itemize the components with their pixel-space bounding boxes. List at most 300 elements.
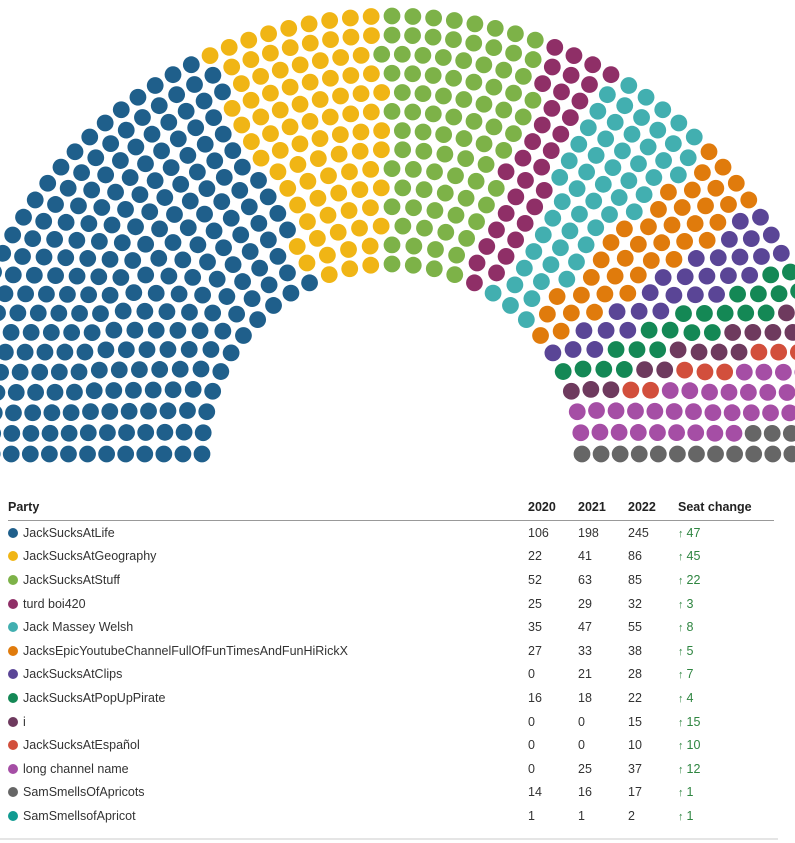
- seat-jacksucksatgeography: [270, 163, 287, 180]
- seat-samsmellsofapricots: [688, 446, 705, 463]
- seat-jacksucksatlife: [196, 93, 213, 110]
- seat-jacksucksatespa-ol: [676, 362, 693, 379]
- seats-2020: 14: [528, 785, 542, 800]
- seat-jacksucksatlife: [225, 256, 242, 273]
- seat-jack-massey-welsh: [686, 129, 703, 146]
- seat-jacksucksatlife: [165, 381, 182, 398]
- seat-jacksucksatgeography: [321, 266, 338, 283]
- seat-jacksucksatlife: [87, 149, 104, 166]
- seat-jacksucksatgeography: [302, 113, 319, 130]
- seat-jacksepicyoutubechannelfulloffuntimesandfunhirickx: [694, 164, 711, 181]
- seat-jacksucksatstuff: [507, 25, 524, 42]
- seat-jacksucksatgeography: [332, 88, 349, 105]
- seat-change-cell: [678, 568, 774, 592]
- seat-jacksucksatlife: [30, 305, 47, 322]
- seat-i: [744, 324, 761, 341]
- table-row: [8, 804, 774, 828]
- seat-jacksucksatlife: [279, 222, 296, 239]
- seat-jack-massey-welsh: [611, 189, 628, 206]
- seat-jacksucksatgeography: [252, 109, 269, 126]
- seat-jacksucksatlife: [68, 232, 85, 249]
- seat-jack-massey-welsh: [620, 172, 637, 189]
- seat-long-channel-name: [781, 405, 795, 422]
- seat-jacksucksatstuff: [487, 20, 504, 37]
- seat-jacksucksatlife: [4, 227, 21, 244]
- seat-jacksucksatlife: [70, 197, 87, 214]
- seats-2022: 38: [628, 643, 642, 658]
- seat-jacksucksatstuff: [416, 220, 433, 237]
- seat-jacksucksatlife: [127, 139, 144, 156]
- seat-jacksucksatlife: [224, 142, 241, 159]
- seat-jacksucksatgeography: [352, 181, 369, 198]
- seats-2022: 245: [628, 525, 649, 540]
- party-cell: [8, 521, 528, 545]
- seat-jacksucksatgeography: [290, 156, 307, 173]
- seat-jacksucksatstuff: [394, 141, 411, 158]
- seat-jacksucksatlife: [71, 364, 88, 381]
- seat-jacksucksatlife: [17, 285, 34, 302]
- party-cell: [8, 686, 528, 710]
- seat-jacksucksatclips: [732, 213, 749, 230]
- seat-turd-boi420: [584, 56, 601, 73]
- seat-jacksucksatlife: [241, 198, 258, 215]
- seat-turd-boi420: [507, 232, 524, 249]
- seat-turd-boi420: [498, 248, 515, 265]
- seat-jacksucksatlife: [71, 305, 88, 322]
- seat-jacksepicyoutubechannelfulloffuntimesandfunhirickx: [619, 285, 636, 302]
- seat-jacksepicyoutubechannelfulloffuntimesandfunhirickx: [699, 232, 716, 249]
- table-row: [8, 733, 774, 757]
- seat-jacksucksatstuff: [425, 10, 442, 27]
- seat-jacksucksatlife: [160, 402, 177, 419]
- seats-2021: 63: [578, 572, 592, 587]
- seats-2022: 55: [628, 620, 642, 635]
- seat-jacksucksatlife: [194, 287, 211, 304]
- seat-long-channel-name: [762, 404, 779, 421]
- seat-jacksucksatlife: [42, 425, 59, 442]
- seat-jacksucksatgeography: [282, 79, 299, 96]
- seat-jacksucksatlife: [3, 446, 20, 463]
- seat-jack-massey-welsh: [568, 254, 585, 271]
- table-row: [8, 592, 774, 616]
- seat-jacksucksatlife: [63, 324, 80, 341]
- seat-jacksucksatstuff: [466, 113, 483, 130]
- seat-jacksucksatgeography: [243, 133, 260, 150]
- seat-jacksucksatlife: [47, 196, 64, 213]
- seats-2022: 37: [628, 761, 642, 776]
- seats-2021: 198: [578, 525, 599, 540]
- seat-i: [636, 361, 653, 378]
- seat-jacksucksatgeography: [342, 105, 359, 122]
- seats-2021: 21: [578, 667, 592, 682]
- seat-turd-boi420: [572, 93, 589, 110]
- seat-jacksucksatlife: [57, 344, 74, 361]
- seat-jacksucksatlife: [174, 252, 191, 269]
- seat-turd-boi420: [552, 126, 569, 143]
- seat-change-value: 5: [686, 643, 694, 658]
- seat-jack-massey-welsh: [597, 130, 614, 147]
- seat-jacksucksatstuff: [404, 65, 421, 82]
- seat-jacksucksatstuff: [384, 160, 401, 177]
- seat-jacksucksatlife: [223, 210, 240, 227]
- seats-2022: 15: [628, 714, 642, 729]
- seat-jacksucksatstuff: [445, 31, 462, 48]
- seat-jacksucksatlife: [137, 155, 154, 172]
- seat-jack-massey-welsh: [578, 164, 595, 181]
- seat-jacksucksatlife: [50, 305, 67, 322]
- seat-jacksucksatlife: [58, 214, 75, 231]
- seat-jacksucksatlife: [5, 267, 22, 284]
- seat-i: [711, 344, 728, 361]
- party-color-dot: [8, 551, 18, 561]
- seat-jacksucksatpopuppirate: [758, 305, 775, 322]
- seat-jacksucksatgeography: [221, 39, 238, 56]
- arrow-up-icon: ↑: [678, 598, 684, 611]
- seat-jacksucksatlife: [80, 286, 97, 303]
- seat-change-value: 7: [686, 667, 694, 682]
- seat-jacksucksatlife: [0, 446, 1, 463]
- seat-jacksucksatclips: [652, 303, 669, 320]
- seat-jacksucksatgeography: [262, 85, 279, 102]
- seat-jacksucksatstuff: [495, 62, 512, 79]
- seat-jacksucksatlife: [35, 213, 52, 230]
- seat-jacksucksatstuff: [384, 198, 401, 215]
- seat-jacksucksatlife: [9, 305, 26, 322]
- table-row: [8, 710, 774, 734]
- seat-long-channel-name: [736, 364, 753, 381]
- seat-jacksucksatlife: [0, 364, 9, 381]
- seat-i: [724, 324, 741, 341]
- seat-turd-boi420: [546, 39, 563, 56]
- seat-jacksucksatlife: [137, 236, 154, 253]
- seat-jacksucksatstuff: [468, 213, 485, 230]
- seat-jacksucksatstuff: [495, 142, 512, 159]
- seat-change-cell: [678, 592, 774, 616]
- seats-2020: 25: [528, 596, 542, 611]
- seat-jacksucksatclips: [642, 284, 659, 301]
- seat-jacksucksatlife: [0, 304, 6, 321]
- seat-jacksucksatlife: [57, 249, 74, 266]
- arrow-up-icon: ↑: [678, 740, 684, 753]
- seat-jacksucksatlife: [0, 264, 2, 281]
- seat-jacksucksatlife: [112, 152, 129, 169]
- header-seat-change: Seat change: [678, 494, 774, 521]
- seat-long-channel-name: [662, 382, 679, 399]
- seat-jacksucksatlife: [91, 362, 108, 379]
- seat-turd-boi420: [534, 117, 551, 134]
- seat-jacksucksatgeography: [362, 257, 379, 274]
- seat-jacksucksatlife: [137, 267, 154, 284]
- seat-jacksucksatstuff: [405, 238, 422, 255]
- seat-jack-massey-welsh: [620, 77, 637, 94]
- seat-jacksucksatstuff: [394, 84, 411, 101]
- seat-turd-boi420: [553, 83, 570, 100]
- seat-jacksucksatgeography: [272, 142, 289, 159]
- seat-turd-boi420: [498, 205, 515, 222]
- seat-jack-massey-welsh: [589, 103, 606, 120]
- seat-jacksucksatlife: [43, 404, 60, 421]
- seat-jacksepicyoutubechannelfulloffuntimesandfunhirickx: [650, 201, 667, 218]
- seat-jacksucksatlife: [104, 217, 121, 234]
- seat-samsmellsofapricots: [745, 446, 762, 463]
- seat-jacksucksatespa-ol: [790, 344, 795, 361]
- seat-long-channel-name: [759, 384, 776, 401]
- seat-jacksucksatclips: [655, 269, 672, 286]
- seat-jacksucksatstuff: [505, 125, 522, 142]
- seat-jacksucksatlife: [165, 234, 182, 251]
- seat-jacksucksatlife: [60, 446, 77, 463]
- seat-jacksucksatlife: [215, 126, 232, 143]
- seat-jacksucksatlife: [17, 344, 34, 361]
- table-row: [8, 615, 774, 639]
- seat-long-channel-name: [572, 424, 589, 441]
- seat-change-value: 15: [686, 714, 701, 729]
- seat-jack-massey-welsh: [633, 109, 650, 126]
- seat-jacksucksatlife: [59, 286, 76, 303]
- seat-jack-massey-welsh: [578, 236, 595, 253]
- seat-jacksucksatlife: [60, 180, 77, 197]
- seat-jacksucksatlife: [216, 169, 233, 186]
- seat-jacksepicyoutubechannelfulloffuntimesandfunhirickx: [630, 267, 647, 284]
- seat-jack-massey-welsh: [604, 159, 621, 176]
- seat-jacksucksatclips: [710, 249, 727, 266]
- seat-jacksucksatlife: [195, 424, 212, 441]
- seat-jacksepicyoutubechannelfulloffuntimesandfunhirickx: [630, 236, 647, 253]
- seat-jacksucksatlife: [151, 97, 168, 114]
- seat-jacksucksatlife: [114, 234, 131, 251]
- seat-change-cell: [678, 663, 774, 687]
- seat-jacksucksatlife: [67, 143, 84, 160]
- seat-jacksucksatlife: [160, 268, 177, 285]
- seat-jacksucksatgeography: [363, 104, 380, 121]
- party-name: long channel name: [23, 761, 129, 776]
- seat-jacksucksatstuff: [448, 247, 465, 264]
- seat-jacksucksatclips: [721, 231, 738, 248]
- seat-jacksucksatlife: [105, 322, 122, 339]
- seat-jacksucksatstuff: [468, 173, 485, 190]
- seat-jacksucksatclips: [752, 209, 769, 226]
- seats-2022: 28: [628, 667, 642, 682]
- seat-jacksucksatlife: [234, 273, 251, 290]
- seat-jacksucksatstuff: [425, 29, 442, 46]
- seat-jack-massey-welsh: [601, 206, 618, 223]
- seats-2022: 17: [628, 785, 642, 800]
- seat-jacksucksatlife: [206, 152, 223, 169]
- header-2020: 2020: [528, 494, 578, 521]
- seat-change-cell: [678, 804, 774, 828]
- party-cell: [8, 804, 528, 828]
- seats-2020: 0: [528, 667, 535, 682]
- seat-turd-boi420: [563, 67, 580, 84]
- seat-jacksucksatpopuppirate: [782, 264, 795, 281]
- seat-long-channel-name: [779, 384, 795, 401]
- seat-jacksucksatlife: [232, 226, 249, 243]
- seat-jack-massey-welsh: [554, 193, 571, 210]
- seat-jacksucksatgeography: [302, 35, 319, 52]
- seat-jacksucksatstuff: [465, 74, 482, 91]
- seat-jacksucksatlife: [193, 361, 210, 378]
- seat-long-channel-name: [687, 424, 704, 441]
- table-row: [8, 757, 774, 781]
- seat-jacksucksatgeography: [289, 238, 306, 255]
- seat-jacksucksatpopuppirate: [762, 267, 779, 284]
- seat-jacksucksatclips: [763, 227, 780, 244]
- seat-turd-boi420: [469, 255, 486, 272]
- seat-jacksucksatlife: [101, 403, 118, 420]
- seat-jacksucksatgeography: [253, 150, 270, 167]
- seat-jacksucksatlife: [160, 341, 177, 358]
- seat-jacksucksatespa-ol: [751, 344, 768, 361]
- seat-jacksucksatgeography: [289, 197, 306, 214]
- seat-jacksucksatpopuppirate: [729, 286, 746, 303]
- table-row: [8, 568, 774, 592]
- seat-jacksucksatgeography: [280, 20, 297, 37]
- seat-jacksucksatlife: [117, 446, 134, 463]
- seat-turd-boi420: [603, 66, 620, 83]
- seat-jacksucksatstuff: [405, 199, 422, 216]
- seat-jacksucksatstuff: [427, 241, 444, 258]
- seat-jacksucksatstuff: [415, 85, 432, 102]
- seat-samsmellsofapricots: [764, 425, 781, 442]
- seat-jacksucksatlife: [156, 424, 173, 441]
- seat-jacksucksatgeography: [309, 230, 326, 247]
- seat-jacksucksatlife: [182, 193, 199, 210]
- seat-i: [563, 383, 580, 400]
- seat-jacksucksatlife: [22, 446, 39, 463]
- party-cell: [8, 663, 528, 687]
- seat-jacksucksatlife: [160, 114, 177, 131]
- seat-jacksucksatlife: [97, 115, 114, 132]
- seat-change-value: 1: [686, 808, 694, 823]
- seat-jacksucksatstuff: [475, 56, 492, 73]
- seat-jack-massey-welsh: [655, 152, 672, 169]
- seat-jack-massey-welsh: [561, 152, 578, 169]
- seat-jacksucksatstuff: [426, 260, 443, 277]
- seat-jacksucksatgeography: [343, 29, 360, 46]
- seat-jacksucksatstuff: [384, 237, 401, 254]
- seat-i: [670, 341, 687, 358]
- seat-turd-boi420: [488, 222, 505, 239]
- seat-jacksucksatgeography: [363, 27, 380, 44]
- party-cell: [8, 568, 528, 592]
- seat-jacksucksatpopuppirate: [737, 305, 754, 322]
- seat-jacksucksatlife: [91, 233, 108, 250]
- results-table-container: [8, 494, 774, 828]
- party-color-dot: [8, 575, 18, 585]
- seat-long-channel-name: [755, 364, 772, 381]
- seat-turd-boi420: [581, 76, 598, 93]
- seat-jacksucksatlife: [98, 341, 115, 358]
- seat-jacksepicyoutubechannelfulloffuntimesandfunhirickx: [640, 218, 657, 235]
- seat-jacksucksatlife: [126, 322, 143, 339]
- seat-jack-massey-welsh: [569, 180, 586, 197]
- seat-i: [603, 381, 620, 398]
- seat-jack-massey-welsh: [562, 222, 579, 239]
- table-row: [8, 781, 774, 805]
- seat-jacksucksatstuff: [394, 122, 411, 139]
- seat-jacksucksatclips: [743, 230, 760, 247]
- seat-jack-massey-welsh: [544, 210, 561, 227]
- seat-jack-massey-welsh: [670, 167, 687, 184]
- seat-jack-massey-welsh: [516, 260, 533, 277]
- seat-jack-massey-welsh: [624, 126, 641, 143]
- seat-jacksucksatlife: [46, 231, 63, 248]
- seat-jacksucksatgeography: [279, 180, 296, 197]
- seat-jacksucksatlife: [153, 142, 170, 159]
- seat-jacksucksatlife: [163, 159, 180, 176]
- seat-jacksepicyoutubechannelfulloffuntimesandfunhirickx: [674, 199, 691, 216]
- seat-jacksucksatpopuppirate: [616, 361, 633, 378]
- seat-jacksucksatstuff: [394, 218, 411, 235]
- seat-jacksucksatlife: [79, 250, 96, 267]
- party-name: SamSmellsOfApricots: [23, 785, 145, 800]
- seat-jacksucksatlife: [121, 403, 138, 420]
- table-body: [8, 521, 774, 828]
- seat-jacksucksatstuff: [505, 85, 522, 102]
- seat-change-value: 45: [686, 549, 701, 564]
- seat-jacksucksatstuff: [458, 190, 475, 207]
- seat-jacksucksatgeography: [322, 70, 339, 87]
- seat-samsmellsofapricots: [593, 446, 610, 463]
- seat-long-channel-name: [721, 384, 738, 401]
- seat-jacksucksatlife: [102, 251, 119, 268]
- seat-jacksucksatlife: [190, 236, 207, 253]
- seat-turd-boi420: [524, 133, 541, 150]
- seat-i: [784, 324, 795, 341]
- seat-jacksucksatlife: [0, 425, 1, 442]
- seat-jacksucksatstuff: [455, 91, 472, 108]
- seat-jack-massey-welsh: [507, 276, 524, 293]
- seat-jacksucksatgeography: [353, 85, 370, 102]
- seat-jacksucksatgeography: [373, 218, 390, 235]
- seat-jacksucksatlife: [130, 89, 147, 106]
- seat-jacksucksatlife: [81, 129, 98, 146]
- seat-jacksucksatlife: [43, 324, 60, 341]
- seat-jacksucksatlife: [187, 119, 204, 136]
- seats-2021: 29: [578, 596, 592, 611]
- seat-samsmellsofapricots: [574, 446, 591, 463]
- seat-jacksucksatlife: [184, 269, 201, 286]
- seat-jacksepicyoutubechannelfulloffuntimesandfunhirickx: [660, 184, 677, 201]
- party-name: turd boi420: [23, 596, 86, 611]
- seat-jacksepicyoutubechannelfulloffuntimesandfunhirickx: [710, 214, 727, 231]
- seat-long-channel-name: [775, 364, 792, 381]
- seat-long-channel-name: [588, 402, 605, 419]
- seat-jacksucksatgeography: [362, 161, 379, 178]
- seat-jack-massey-welsh: [570, 136, 587, 153]
- seat-jacksucksatpopuppirate: [555, 363, 572, 380]
- seat-jacksucksatstuff: [416, 181, 433, 198]
- seat-jacksucksatlife: [270, 248, 287, 265]
- seat-jacksucksatlife: [179, 402, 196, 419]
- seat-long-channel-name: [743, 404, 760, 421]
- seats-2021: 16: [578, 785, 592, 800]
- seat-long-channel-name: [706, 425, 723, 442]
- seat-jacksucksatlife: [181, 304, 198, 321]
- arrow-up-icon: ↑: [678, 763, 684, 776]
- seat-jacksepicyoutubechannelfulloffuntimesandfunhirickx: [586, 304, 603, 321]
- seat-samsmellsofapricots: [707, 446, 724, 463]
- seat-jacksucksatlife: [0, 285, 13, 302]
- seat-jacksucksatlife: [141, 203, 158, 220]
- seat-turd-boi420: [515, 150, 532, 167]
- seat-jacksucksatlife: [185, 381, 202, 398]
- seats-2021: 18: [578, 690, 592, 705]
- seat-jacksucksatlife: [235, 327, 252, 344]
- seat-jacksucksatlife: [69, 268, 86, 285]
- seat-jacksucksatlife: [90, 268, 107, 285]
- seat-jacksucksatlife: [244, 290, 261, 307]
